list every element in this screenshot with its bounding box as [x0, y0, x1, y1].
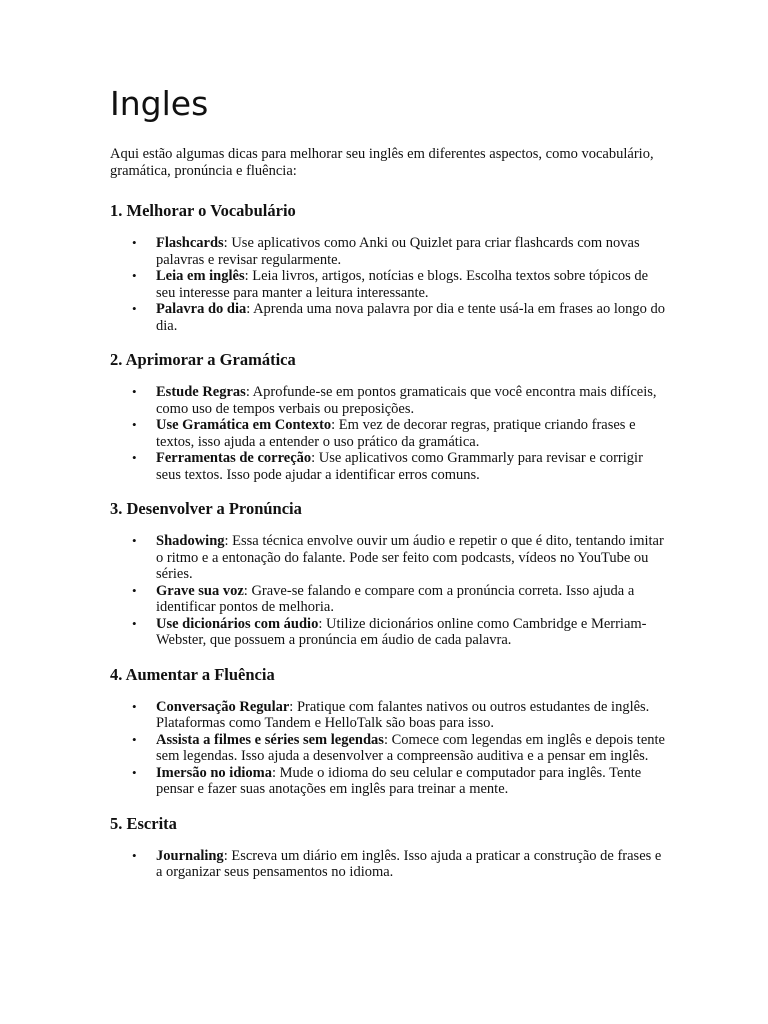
tip-term: Ferramentas de correção [156, 450, 312, 466]
list-item [110, 732, 670, 765]
bullet-icon: • [132, 615, 137, 631]
tip-term: Palavra do dia [156, 301, 247, 317]
list-item [110, 533, 670, 583]
tip-term: Shadowing [156, 533, 225, 549]
bullet-icon: • [132, 235, 137, 250]
tip-term: Imersão no idioma [156, 764, 272, 781]
tip-text: : Essa técnica envolve ouvir um áudio e repetir o que é dito, tentando imitar o ritmo e a entonação do falante. Pode ser feito com podcasts, vídeos no YouTube ou séries. [156, 533, 664, 582]
list-item [110, 235, 670, 268]
list-item [110, 699, 670, 732]
tip-text: : Mude o idioma do seu celular e computador para inglês. Tente pensar e fazer suas anotações em inglês para treinar a mente. [156, 764, 642, 797]
list-item [110, 417, 670, 450]
list-item [110, 616, 670, 649]
tip-text: : Pratique com falantes nativos ou outros estudantes de inglês. Plataformas como Tandem e HelloTalk são boas para isso. [156, 698, 650, 731]
intro-paragraph: Aqui estão algumas dicas para melhorar seu inglês em diferentes aspectos, como vocabulário, gramática, pronúncia e fluência: [110, 146, 654, 179]
bullet-icon: • [132, 582, 137, 598]
bullet-icon: • [132, 847, 137, 863]
tip-list [110, 848, 670, 881]
tip-text: : Grave-se falando e compare com a pronúncia correta. Isso ajuda a identificar pontos de melhoria. [156, 582, 635, 615]
tip-term: Leia em inglês [156, 268, 245, 284]
tip-text: : Aprenda uma nova palavra por dia e tente usá-la em frases ao longo do dia. [156, 301, 665, 334]
tip-term: Use dicionários com áudio [156, 615, 319, 632]
list-item [110, 848, 670, 881]
bullet-icon: • [132, 384, 137, 399]
bullet-icon: • [132, 764, 137, 780]
tip-list [110, 235, 670, 334]
section-heading: 4. Aumentar a Fluência [110, 664, 275, 684]
tip-text: : Comece com legendas em inglês e depois tente sem legendas. Isso ajuda a desenvolver a compreensão auditiva e a pensar em inglês. [156, 731, 665, 764]
document-page [110, 84, 670, 897]
tip-text: : Em vez de decorar regras, pratique criando frases e textos, isso ajuda a entender o uso prático da gramática. [156, 417, 636, 450]
section-heading: 3. Desenvolver a Pronúncia [110, 499, 302, 518]
bullet-icon: • [132, 450, 137, 465]
bullet-icon: • [132, 301, 137, 316]
list-item [110, 450, 670, 483]
tip-term: Journaling [156, 847, 224, 864]
list-item [110, 268, 670, 301]
bullet-icon: • [132, 698, 137, 714]
tip-text: : Aprofunde-se em pontos gramaticais que você encontra mais difíceis, como uso de tempos verbais ou preposições. [156, 384, 657, 417]
bullet-icon: • [132, 268, 137, 283]
tip-term: Conversação Regular [156, 698, 290, 715]
tip-list [110, 384, 670, 483]
tip-text: : Use aplicativos como Anki ou Quizlet para criar flashcards com novas palavras e revisar regularmente. [156, 235, 640, 268]
tip-text: : Leia livros, artigos, notícias e blogs. Escolha textos sobre tópicos de seu interesse para manter a leitura interessante. [156, 268, 649, 301]
tip-text: : Escreva um diário em inglês. Isso ajuda a praticar a construção de frases e a organizar seus pensamentos no idioma. [156, 847, 662, 880]
tip-text: : Use aplicativos como Grammarly para revisar e corrigir seus textos. Isso pode ajudar a identificar erros comuns. [156, 450, 643, 483]
list-item [110, 583, 670, 616]
bullet-icon: • [132, 533, 137, 548]
tip-term: Assista a filmes e séries sem legendas [156, 731, 384, 748]
page-title: Ingles [110, 84, 209, 123]
tip-list [110, 533, 670, 649]
section-heading: 1. Melhorar o Vocabulário [110, 201, 296, 220]
tip-list [110, 699, 670, 798]
section-heading: 2. Aprimorar a Gramática [110, 350, 296, 369]
bullet-icon: • [132, 731, 137, 747]
tip-term: Use Gramática em Contexto [156, 417, 332, 433]
tip-term: Estude Regras [156, 384, 246, 400]
tip-term: Flashcards [156, 235, 224, 251]
list-item [110, 765, 670, 798]
list-item [110, 301, 670, 334]
tip-text: : Utilize dicionários online como Cambridge e Merriam-Webster, que possuem a pronúncia em áudio de cada palavra. [156, 615, 647, 648]
tip-term: Grave sua voz [156, 582, 244, 599]
section-heading: 5. Escrita [110, 813, 177, 833]
list-item [110, 384, 670, 417]
bullet-icon: • [132, 417, 137, 432]
